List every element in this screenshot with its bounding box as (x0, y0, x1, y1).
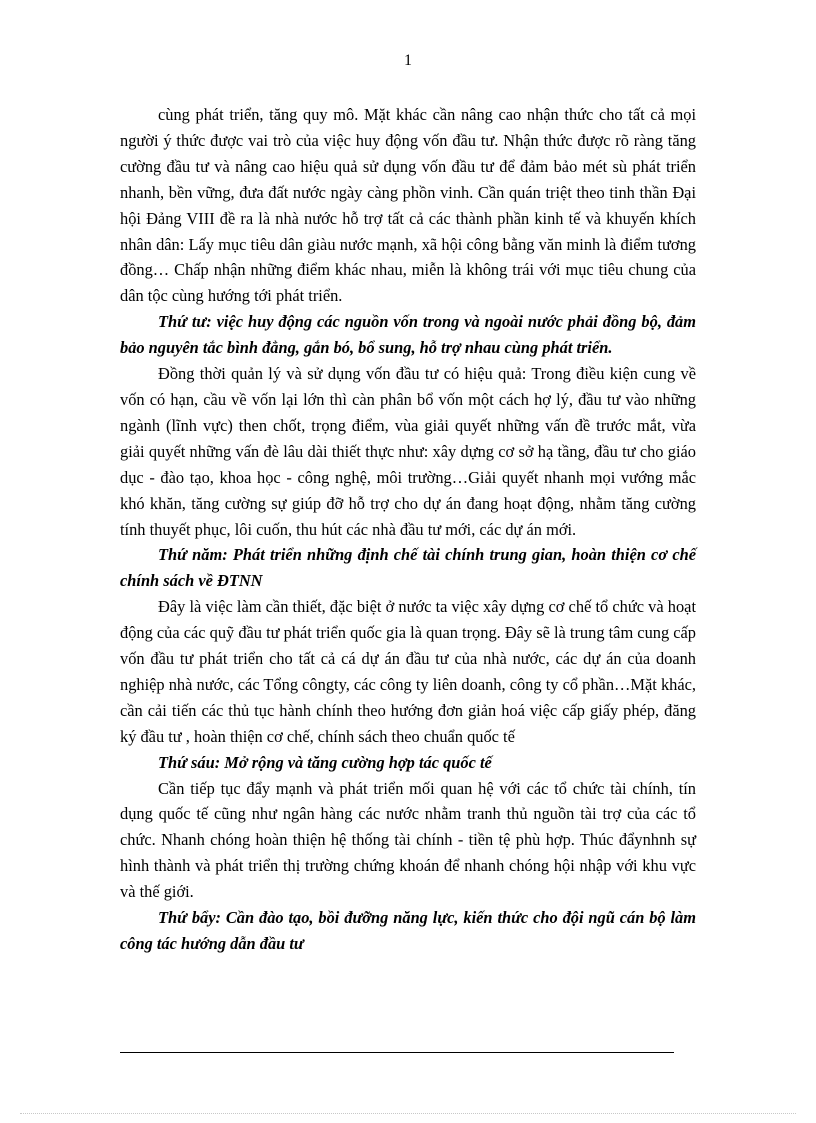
heading-fourth-principle: Thứ tư: việc huy động các nguồn vốn trong và ngoài nước phải đồng bộ, đảm bảo nguyên tắc bình đẳng, gắn bó, bổ sung, hỗ trợ nhau cùng phát triển. (120, 312, 696, 358)
paragraph-financial-institutions: Đây là việc làm cần thiết, đặc biệt ở nước ta việc xây dựng cơ chế tổ chức và hoạt động của các quỹ đầu tư phát triển quốc gia là quan trọng. Đây sẽ là trung tâm cung cấp vốn đầu tư phát triển cho tất cả cá dự án đầu tư của nhà nước, các dự án của doanh nghiệp nhà nước, các Tổng côngty, các công ty liên doanh, công ty cổ phần…Mặt khác, cần cải tiến các thủ tục hành chính theo hướng đơn giản hoá việc cấp giấy phép, đăng ký đầu tư , hoàn thiện cơ chế, chính sách theo chuẩn quốc tế (120, 597, 696, 746)
page-bottom-edge (20, 1113, 796, 1114)
heading-seventh-principle: Thứ bẩy: Cần đào tạo, bồi đưỡng năng lực, kiến thức cho đội ngũ cán bộ làm công tác hướng dẫn đầu tư (120, 908, 696, 953)
heading-sixth-principle: Thứ sáu: Mở rộng và tăng cường hợp tác quốc tế (158, 752, 492, 772)
document-body (120, 102, 696, 957)
paragraph-investment-management: Đồng thời quản lý và sử dụng vốn đầu tư có hiệu quả: Trong điều kiện cung về vốn có hạn, cầu về vốn lại lớn thì càn phân bổ vốn một cách hợ lý, đầu tư vào những ngành (lĩnh vực) then chốt, trọng điểm, vùa giải quyết những vấn đề trước mắt, vừa giải quyết những vấn đè lâu dài thiết thực như: xây dựng cơ sở hạ tầng, đầu tư cho giáo dục - đào tạo, khoa học - công nghệ, môi trường…Giải quyết nhanh mọi vướng mắc khó khăn, tăng cường sự giúp đỡ hỗ trợ cho dự án đang hoạt động, nhằm tăng cường tính thuyết phục, lôi cuốn, thu hút các nhà đầu tư mới, các dự án mới. (120, 364, 696, 539)
heading-fifth-principle: Thứ năm: Phát triển những định chế tài chính trung gian, hoàn thiện cơ chế chính sách về ĐTNN (120, 545, 696, 591)
page-number: 1 (404, 52, 412, 69)
paragraph-international-cooperation: Cần tiếp tục đẩy mạnh và phát triển mối quan hệ với các tổ chức tài chính, tín dụng quốc tế cũng như ngân hàng các nước nhằm tranh thủ nguồn tài trợ của các tổ chức. Nhanh chóng hoàn thiện hệ thống tài chính - tiền tệ phù hợp. Thúc đẩynhnh sự hình thành và phát triển thị trường chứng khoán để nhanh chóng hội nhập với khu vực và thế giới. (120, 778, 696, 902)
paragraph-continuation: cùng phát triển, tăng quy mô. Mặt khác cần nâng cao nhận thức cho tất cả mọi người ý thức được vai trò của việc huy động vốn đầu tư. Nhận thức được rõ ràng tăng cường đầu tư và nâng cao hiệu quả sử dụng vốn đầu tư để đảm bảo mét sù phát triển nhanh, bền vững, đưa đất nước ngày càng phồn vinh. Cần quán triệt theo tinh thần Đại hội Đảng VIII đề ra là nhà nước hỗ trợ tất cả các thành phần kinh tế và khuyến khích nhân dân: Lấy mục tiêu dân giàu nước mạnh, xã hội công bằng văn minh là điểm tương đồng… Chấp nhận những điểm khác nhau, miễn là không trái với mục tiêu chung của dân tộc cùng hướng tới phát triển. (120, 105, 696, 306)
footer-divider (120, 1052, 674, 1053)
